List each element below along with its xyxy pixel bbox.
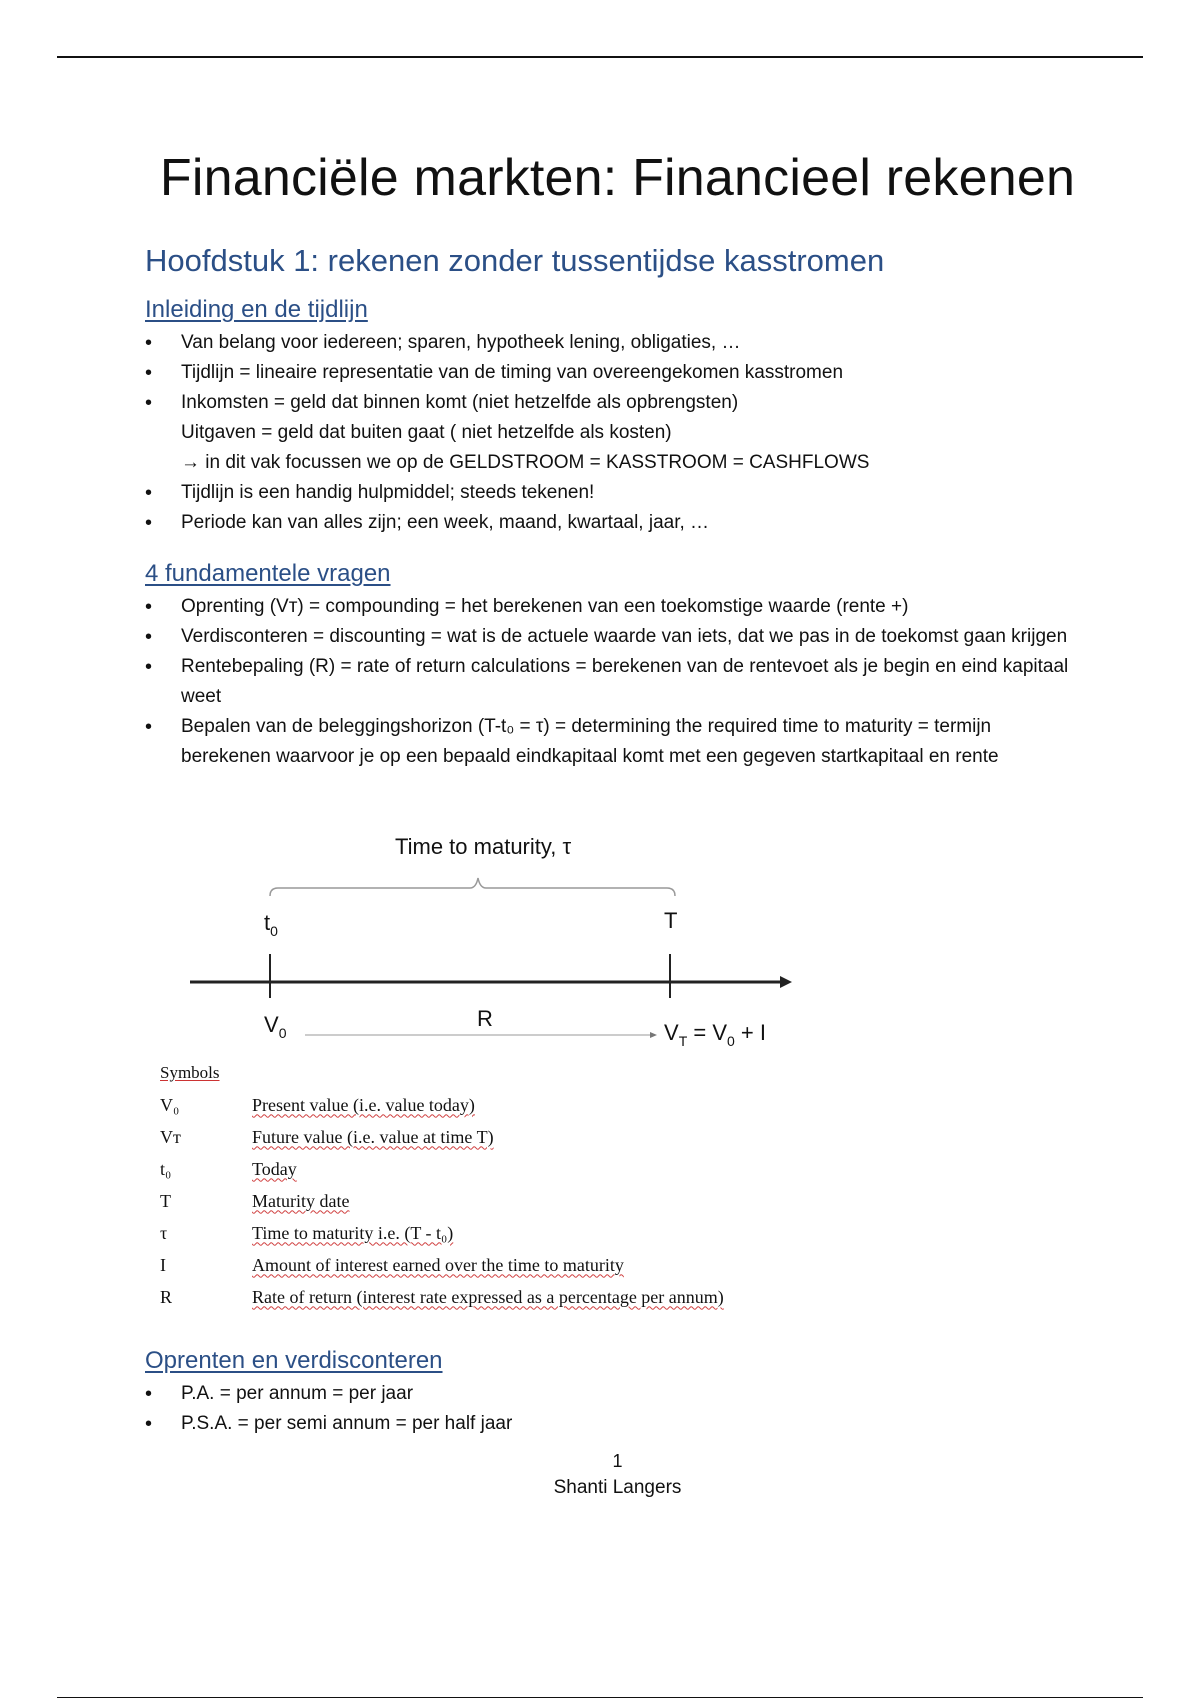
symbol-description: Today: [252, 1158, 297, 1179]
list-item: • P.A. = per annum = per jaar: [145, 1379, 1075, 1409]
table-row: [160, 1281, 724, 1313]
table-row: [160, 1249, 724, 1281]
bullet-list-inleiding: [145, 328, 1075, 538]
author-name: Shanti Langers: [553, 1477, 682, 1498]
list-item: • Van belang voor iedereen; sparen, hypotheek lening, obligaties, …: [145, 328, 1075, 358]
list-item: • Periode kan van alles zijn; een week, maand, kwartaal, jaar, …: [145, 508, 1075, 538]
symbols-table: [160, 1063, 724, 1313]
symbol-description: Time to maturity i.e. (T - t₀): [252, 1222, 454, 1243]
brace: [270, 878, 675, 896]
bullet-list-oprenten: [145, 1379, 1075, 1439]
list-item: • Inkomsten = geld dat binnen komt (niet hetzelfde als opbrengsten): [145, 388, 1075, 418]
symbol-key: t₀: [160, 1158, 172, 1179]
section-heading-oprenten: Oprenten en verdisconteren: [145, 1347, 443, 1374]
value-arrowhead: [650, 1032, 657, 1038]
symbol-key: R: [160, 1286, 173, 1307]
section-heading-inleiding: Inleiding en de tijdlijn: [145, 296, 368, 323]
symbols-heading: Symbols: [160, 1063, 220, 1082]
symbol-description: Future value (i.e. value at time T): [252, 1126, 494, 1147]
section-heading-fundamentele-vragen: 4 fundamentele vragen: [145, 560, 391, 587]
symbol-description: Amount of interest earned over the time to maturity: [252, 1254, 624, 1275]
list-item-continuation: Uitgaven = geld dat buiten gaat ( niet hetzelfde als kosten): [181, 422, 672, 443]
t0-label: $t_0$: [264, 910, 278, 939]
list-item: • Tijdlijn = lineaire representatie van de timing van overeengekomen kasstromen: [145, 358, 1075, 388]
timeline-diagram: [180, 826, 820, 1056]
list-item: • Verdisconteren = discounting = wat is de actuele waarde van iets, dat we pas in de toekomst gaan krijgen: [145, 622, 1075, 652]
list-item: • Bepalen van de beleggingshorizon (T-t₀ = τ) = determining the required time to maturity = termijn berekenen waarvoor je op een bepaald eindkapitaal komt met een gegeven startkapitaal en rente: [145, 712, 1075, 772]
symbol-key: T: [160, 1190, 171, 1211]
time-to-maturity-label: Time to maturity, τ: [395, 834, 572, 859]
v0-label: $V_0$: [264, 1012, 287, 1041]
maturity-label: T: [664, 908, 678, 933]
symbol-key: V₀: [160, 1094, 180, 1115]
symbol-description: Maturity date: [252, 1190, 350, 1211]
bullet-list-fundamentele-vragen: [145, 592, 1075, 772]
symbol-key: Vᴛ: [160, 1126, 181, 1147]
symbol-description: Rate of return (interest rate expressed as a percentage per annum): [252, 1286, 724, 1307]
list-item: • Oprenting (Vᴛ) = compounding = het berekenen van een toekomstige waarde (rente +): [145, 592, 1075, 622]
symbol-description: Present value (i.e. value today): [252, 1094, 475, 1115]
document-title: Financiële markten: Financieel rekenen: [159, 149, 1076, 207]
list-item: • Tijdlijn is een handig hulpmiddel; steeds tekenen!: [145, 478, 1075, 508]
vt-formula: $V_T = V_0 + I$: [664, 1020, 766, 1049]
top-rule: [57, 56, 1143, 58]
chapter-heading: Hoofdstuk 1: rekenen zonder tussentijdse kasstromen: [145, 243, 885, 278]
table-row: [160, 1153, 724, 1185]
bottom-rule: [57, 1697, 1143, 1698]
table-row: [160, 1185, 724, 1217]
table-row: [160, 1217, 724, 1249]
list-item: • Rentebepaling (R) = rate of return calculations = berekenen van de rentevoet als je begin en eind kapitaal weet: [145, 652, 1075, 712]
symbol-key: I: [160, 1254, 166, 1275]
list-item: • P.S.A. = per semi annum = per half jaar: [145, 1409, 1075, 1439]
rate-label: R: [477, 1006, 493, 1031]
timeline-arrowhead: [780, 976, 792, 988]
page-number: 1: [612, 1451, 623, 1471]
table-row: [160, 1121, 724, 1153]
list-item-continuation: → in dit vak focussen we op de GELDSTROOM = KASSTROOM = CASHFLOWS: [181, 452, 870, 473]
symbol-key: τ: [160, 1222, 168, 1243]
table-row: [160, 1089, 724, 1121]
